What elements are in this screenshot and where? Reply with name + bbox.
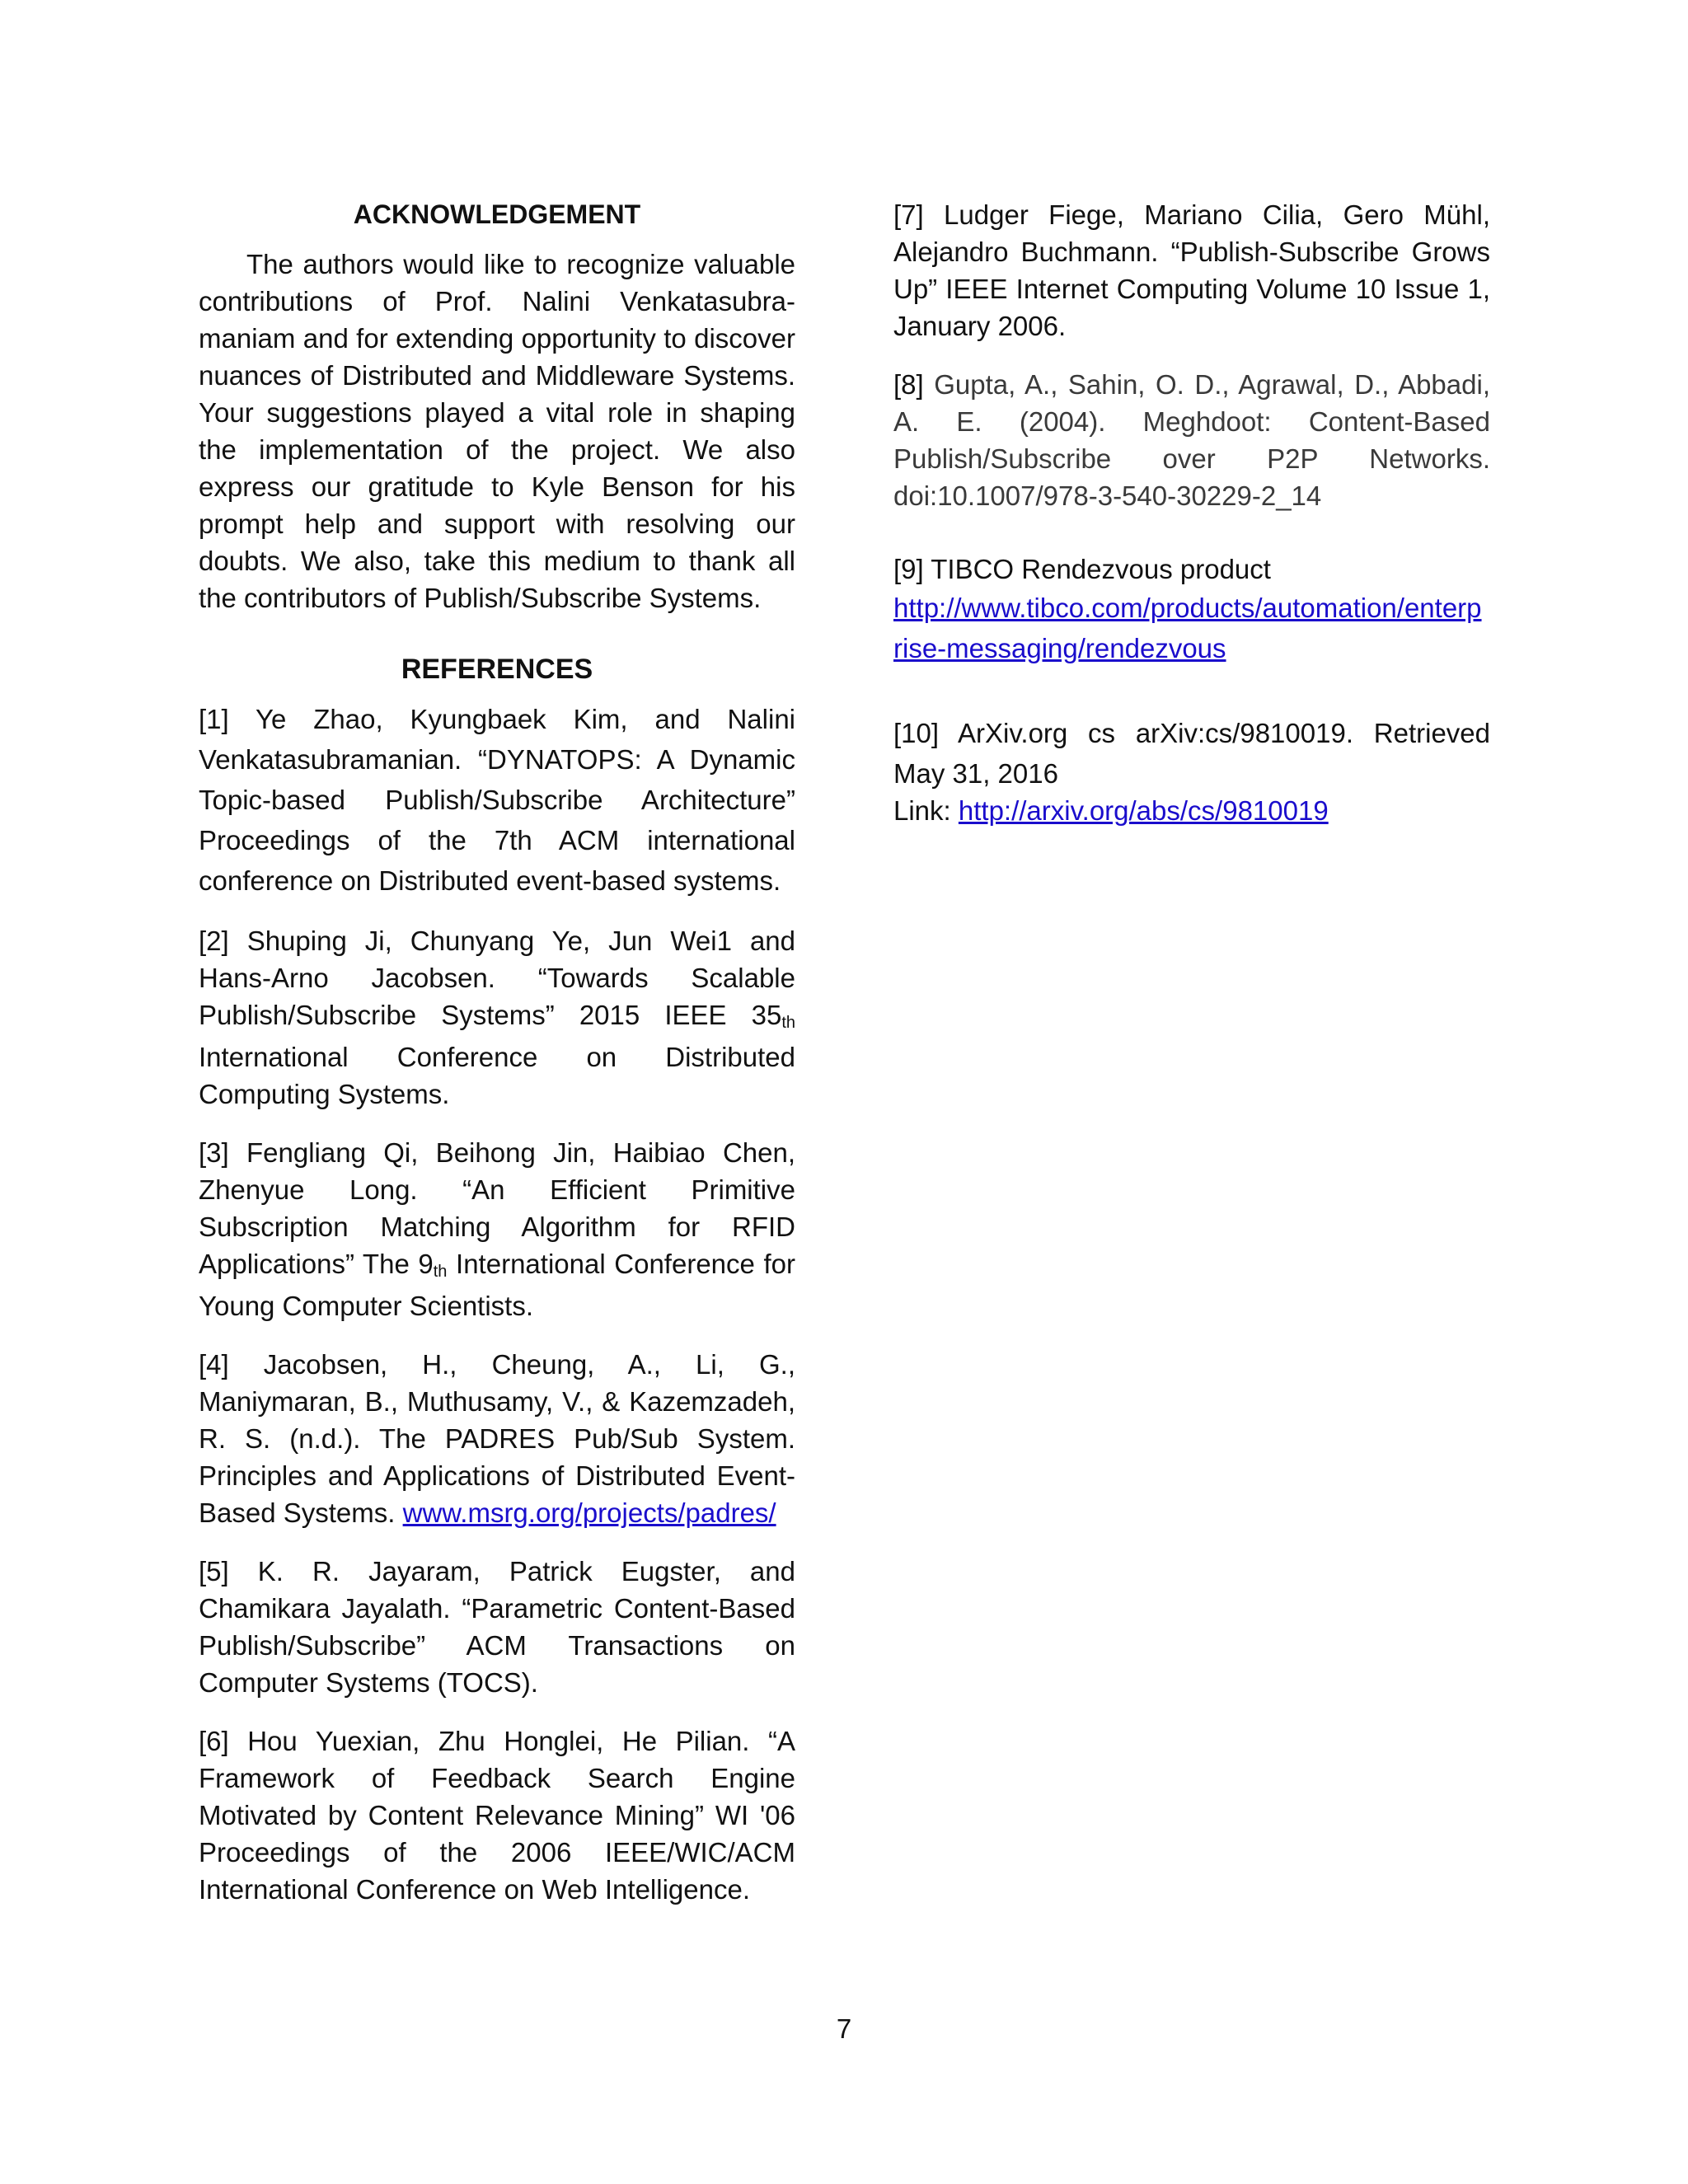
reference-4-link[interactable]: www.msrg.org/projects/padres/: [402, 1497, 776, 1528]
reference-1: [1] Ye Zhao, Kyungbaek Kim, and Nalini Venkatasubramanian. “DYNATOPS: A Dynamic Topic-based Publish/Subscribe Architecture” Proceedings of the 7th ACM international conference on Distributed event-based systems.: [199, 704, 795, 896]
reference-3: [199, 1134, 795, 1324]
reference-10-link-label: Link:: [893, 795, 959, 826]
reference-4: [199, 1346, 795, 1531]
references-heading: REFERENCES: [401, 654, 593, 685]
reference-7: [7] Ludger Fiege, Mariano Cilia, Gero Mühl, Alejandro Buchmann. “Publish-Subscribe Grows Up” IEEE Internet Computing Volume 10 Issue 1, January 2006.: [893, 199, 1490, 341]
reference-10-line-3: [893, 792, 1490, 829]
acknowledgement-paragraph: The authors would like to recognize valuable contributions of Prof. Nalini Venkatasubra-maniam and for extending opportunity to discover nuances of Distributed and Middleware Systems. Your suggestions played a vital role in shaping the implementation of the project. We also express our gratitude to Kyle Benson for his prompt help and support with resolving our doubts. We also, take this medium to thank all the contributors of Publish/Subscribe Systems.: [199, 249, 795, 613]
page-number: 7: [836, 2013, 852, 2044]
left-column: [199, 196, 795, 1929]
reference-8: [893, 366, 1490, 514]
reference-3-text: [3] Fengliang Qi, Beihong Jin, Haibiao Chen, Zhenyue Long. “An Efficient Primitive Subscription Matching Algorithm for RFID Applications” The 9: [199, 1137, 795, 1279]
right-column: [893, 196, 1490, 851]
reference-2-text-rest: International Conference on Distributed Computing Systems.: [199, 1042, 795, 1109]
reference-2: [199, 922, 795, 1113]
reference-2-text: [2] Shuping Ji, Chunyang Ye, Jun Wei1 and Hans-Arno Jacobsen. “Towards Scalable Publish/Subscribe Systems” 2015 IEEE 35: [199, 926, 795, 1030]
acknowledgement-heading: ACKNOWLEDGEMENT: [353, 199, 641, 229]
reference-10: [893, 715, 1490, 829]
reference-9-link[interactable]: http://www.tibco.com/products/automation/enterprise-messaging/rendezvous: [893, 593, 1482, 663]
reference-10-line-2: May 31, 2016: [893, 758, 1058, 789]
reference-4-text: [4] Jacobsen, H., Cheung, A., Li, G., Maniymaran, B., Muthusamy, V., & Kazemzadeh, R. S. (n.d.). The PADRES Pub/Sub System. Principles and Applications of Distributed Event-Based Systems.: [199, 1349, 795, 1528]
reference-9: [893, 551, 1490, 668]
reference-2-superscript: th: [781, 1014, 795, 1032]
reference-6: [6] Hou Yuexian, Zhu Honglei, He Pilian. “A Framework of Feedback Search Engine Motivated by Content Relevance Mining” WI '06 Proceedings of the 2006 IEEE/WIC/ACM International Conference on Web Intelligence.: [199, 1726, 795, 1905]
reference-8-number: [8]: [893, 369, 924, 400]
reference-10-link[interactable]: http://arxiv.org/abs/cs/9810019: [958, 795, 1329, 826]
reference-10-line-1: [10] ArXiv.org cs arXiv:cs/9810019. Retrieved: [893, 718, 1490, 748]
reference-8-text: Gupta, A., Sahin, O. D., Agrawal, D., Abbadi, A. E. (2004). Meghdoot: Content-Based Publish/Subscribe over P2P Networks. doi:10.1007/978-3-540-30229-2_14: [893, 369, 1490, 511]
reference-3-superscript: th: [433, 1263, 448, 1281]
reference-9-text: [9] TIBCO Rendezvous product: [893, 554, 1271, 584]
reference-5: [5] K. R. Jayaram, Patrick Eugster, and Chamikara Jayalath. “Parametric Content-Based Publish/Subscribe” ACM Transactions on Computer Systems (TOCS).: [199, 1556, 795, 1698]
reference-3-text-rest: International Conference for Young Computer Scientists.: [199, 1249, 795, 1321]
